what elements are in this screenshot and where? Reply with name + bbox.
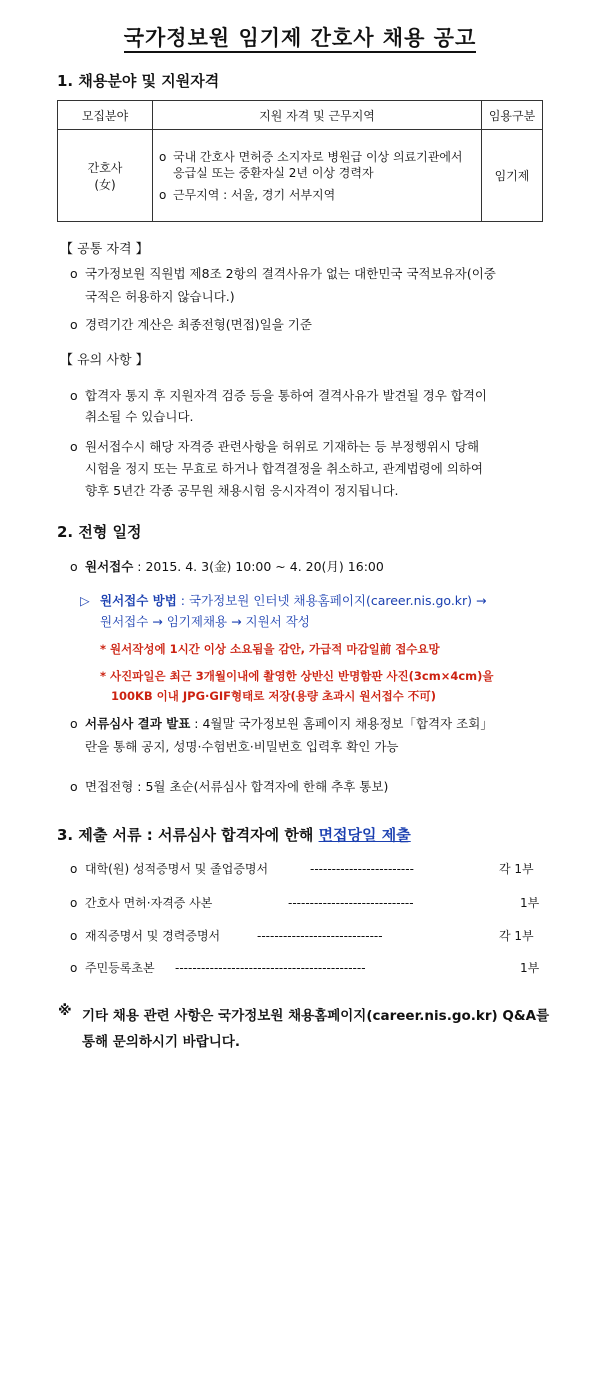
screening-result [85,712,493,735]
table-header: 모집분야 [58,101,153,130]
note-item-1: 합격자 통지 후 지원자격 검증 등을 통하여 결격사유가 발견될 경우 합격이 [85,388,487,403]
method-label: 원서접수 방법 [100,593,177,608]
qualification-text: 응급실 또는 중환자실 2년 이상 경력자 [173,165,374,180]
bullet-mark: o [70,896,78,910]
screening-text: : 4월말 국가정보원 홈페이지 채용정보「합격자 조회」 [190,716,493,731]
note-item-1-cont: 취소될 수 있습니다. [85,409,194,424]
page-title: 국가정보원 임기제 간호사 채용 공고 [0,22,600,52]
section-3-heading-text: 3. 제출 서류 : 서류심사 합격자에 한해 [57,826,319,844]
table-header: 임용구분 [482,101,543,130]
document-leader: -------------------------------------------- [175,961,366,975]
bullet-mark: o [70,439,78,454]
document-name: 대학(원) 성적증명서 및 졸업증명서 [85,862,269,876]
interview-value: : 5월 초순(서류심사 합격자에 한해 추후 통보) [133,779,389,794]
bullet-mark: o [70,317,78,332]
field-name: 간호사 [87,160,123,175]
document-leader: ----------------------------- [257,929,383,943]
common-item-1-cont: 국적은 허용하지 않습니다.) [85,289,235,304]
document-leader: ----------------------------- [288,896,414,910]
bullet-mark: o [70,862,78,876]
qualification-cell [153,130,482,222]
note-item-2: 원서접수시 해당 자격증 관련사항을 허위로 기재하는 등 부정행위시 당해 [85,439,480,454]
field-cell [58,130,153,222]
bullet-mark: o [70,929,78,943]
interview-schedule [85,775,388,798]
document-count: 각 1부 [499,929,534,943]
document-name: 주민등록초본 [85,961,155,975]
reference-mark: ※ [58,1003,72,1019]
table-row [58,130,543,222]
footer-note-cont: 통해 문의하시기 바랍니다. [82,1034,240,1050]
application-value: : 2015. 4. 3(金) 10:00 ~ 4. 20(月) 16:00 [133,559,384,574]
common-item-2: 경력기간 계산은 최종전형(면접)일을 기준 [85,317,312,332]
document-count: 1부 [520,961,540,975]
qualification-text: 국내 간호사 면허증 소지자로 병원급 이상 의료기관에서 [173,149,463,164]
interview-label: 면접전형 [85,779,134,794]
bullet-mark: o [70,961,78,975]
document-name: 간호사 면허·자격증 사본 [85,896,213,910]
field-gender: (女) [94,177,116,192]
screening-result-cont: 란을 통해 공지, 성명·수험번호·비밀번호 입력후 확인 가능 [85,739,399,754]
method-text: : 국가정보원 인터넷 채용홈페이지(career.nis.go.kr) → [176,593,487,608]
table-header-row [58,101,543,130]
bullet-mark: o [70,559,78,574]
note-item-2-cont: 향후 5년간 각종 공무원 채용시험 응시자격이 정지됩니다. [85,483,399,498]
section-2-heading: 2. 전형 일정 [57,523,142,541]
work-area-text: 근무지역 : 서울, 경기 서부지역 [173,187,336,202]
application-method-cont: 원서접수 → 임기제채용 → 지원서 작성 [100,614,310,629]
bullet-mark: o [70,779,78,794]
document-leader: ------------------------ [310,862,414,876]
document-count: 각 1부 [499,862,534,876]
common-item-1: 국가정보원 직원법 제8조 2항의 결격사유가 없는 대한민국 국적보유자(이중 [85,266,496,281]
notes-heading: 【 유의 사항 】 [60,353,149,368]
screening-label: 서류심사 결과 발표 [85,716,191,731]
caution-2: * 사진파일은 최근 3개월이내에 촬영한 상반신 반명함판 사진(3cm×4cm)을 [100,669,494,683]
submission-day-link[interactable]: 면접당일 제출 [318,826,411,844]
bullet-mark: o [159,149,167,164]
document-count: 1부 [520,896,540,910]
section-1-heading: 1. 채용분야 및 지원자격 [57,72,220,90]
bullet-mark: o [70,716,78,731]
application-period [85,555,384,578]
arrow-icon: ▷ [80,593,90,608]
footer-note: 기타 채용 관련 사항은 국가정보원 채용홈페이지(career.nis.go.kr) Q&A를 [82,1008,550,1024]
qualification-table [57,100,543,222]
bullet-mark: o [70,388,78,403]
appointment-type: 임기제 [482,130,543,222]
application-label: 원서접수 [85,559,134,574]
table-header: 지원 자격 및 근무지역 [153,101,482,130]
document-name: 재직증명서 및 경력증명서 [85,929,221,943]
note-item-2-cont: 시험을 정지 또는 무효로 하거나 합격결정을 취소하고, 관계법령에 의하여 [85,461,484,476]
caution-1: * 원서작성에 1시간 이상 소요됨을 감안, 가급적 마감일前 접수요망 [100,642,440,656]
common-qualification-heading: 【 공통 자격 】 [60,242,149,257]
bullet-mark: o [159,187,167,202]
bullet-mark: o [70,266,78,281]
application-method [100,589,487,612]
section-3-heading [57,824,411,845]
caution-2-cont: 100KB 이내 JPG·GIF형태로 저장(용량 초과시 원서접수 不可) [111,689,437,703]
